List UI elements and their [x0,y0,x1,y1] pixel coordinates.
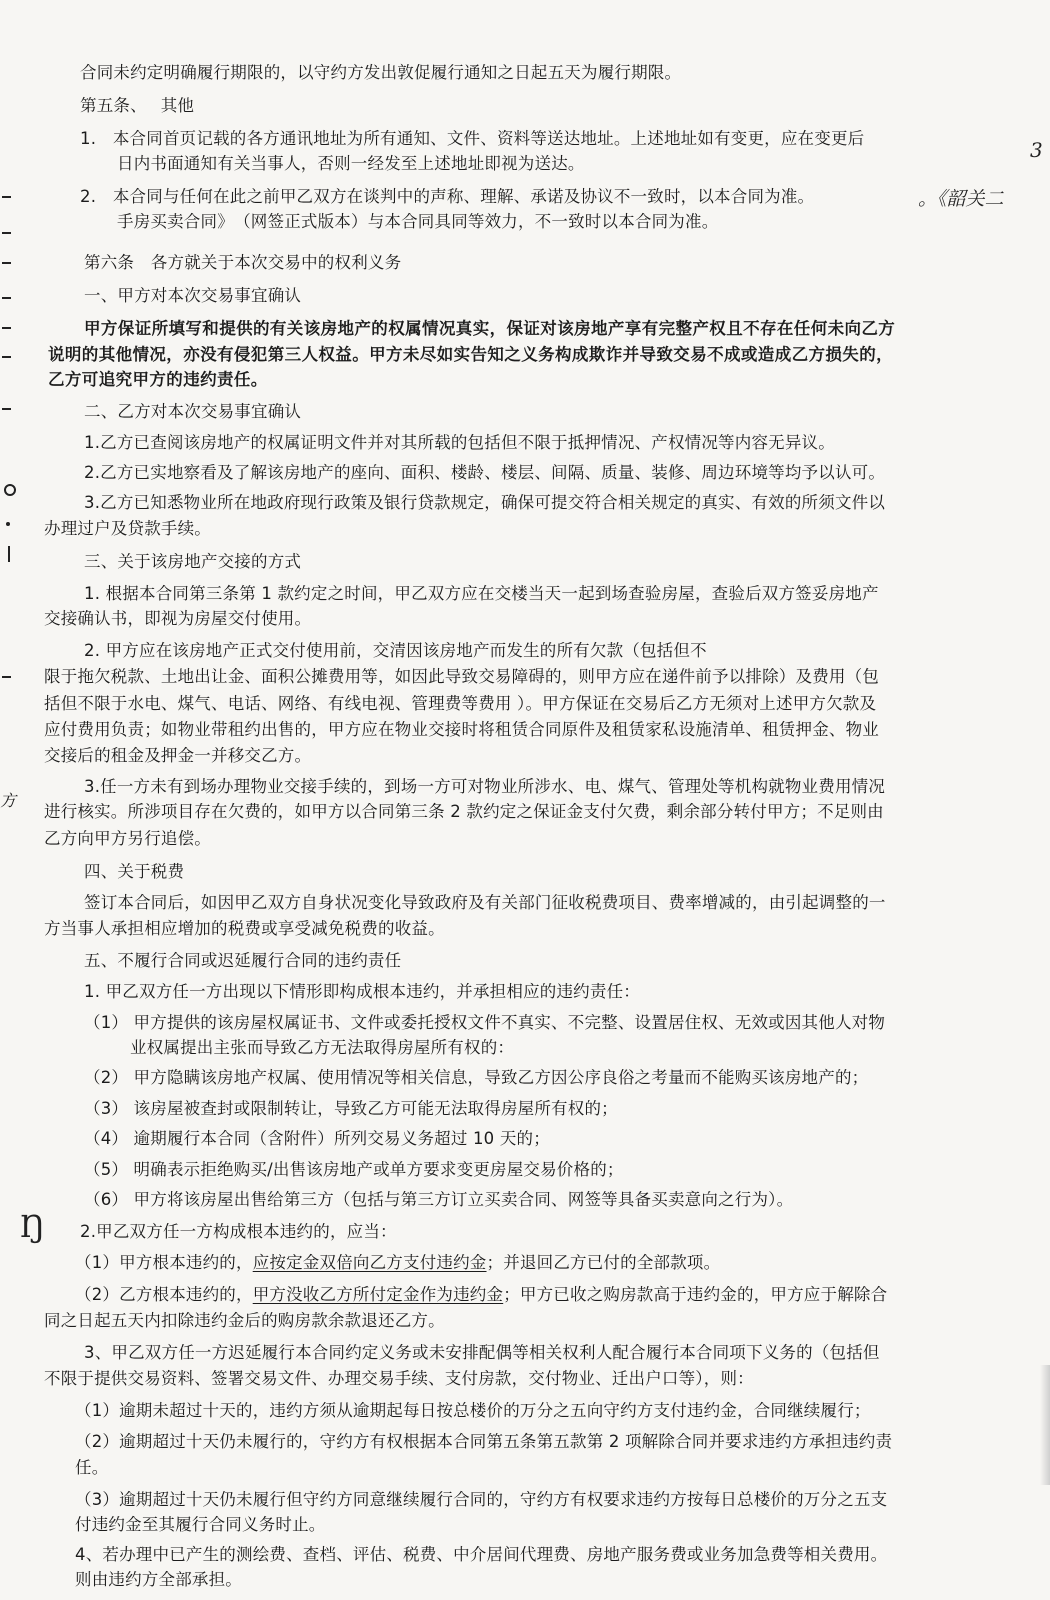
text-line: 交接确认书，即视为房屋交付使用。 [44,609,312,628]
handwritten-initials: Ŋ [20,1210,46,1245]
margin-tick [2,232,11,234]
text-line: （3）逾期超过十天仍未履行但守约方同意继续履行合同的，守约方有权要求违约方按每日总楼价的万分之五支 [75,1490,888,1509]
text-line: 括但不限于水电、煤气、电话、网络、有线电视、管理费等费用 ）。甲方保证在交易后乙方无须对上述甲方欠款及 [44,694,877,713]
article-5-heading: 第五条、 其他 [80,96,195,115]
text-segment: ；甲方已收之购房款高于违约金的，甲方应于解除合 [503,1285,888,1304]
margin-dot [6,522,10,526]
margin-tick [2,196,11,198]
text-line: （4） 逾期履行本合同（含附件）所列交易义务超过 10 天的； [84,1129,550,1148]
text-line: 2. 甲方应在该房地产正式交付使用前，交清因该房地产而发生的所有欠款（包括但不 [84,641,707,660]
text-segment: （2）乙方根本违约的， [75,1285,253,1304]
margin-tick [2,297,11,299]
text-line: 交接后的租金及押金一并移交乙方。 [44,746,312,765]
text-line: （2） 甲方隐瞒该房地产权属、使用情况等相关信息，导致乙方因公序良俗之考量而不能购买该房地产的； [84,1068,869,1087]
text-line: 办理过户及贷款手续。 [44,519,211,538]
text-line: （1）逾期未超过十天的，违约方须从逾期起每日按总楼价的万分之五向守约方支付违约金，合同继续履行； [75,1401,871,1420]
text-line: （5） 明确表示拒绝购买/出售该房地产或单方要求变更房屋交易价格的； [84,1160,624,1179]
text-line: （6） 甲方将该房屋出售给第三方（包括与第三方订立买卖合同、网签等具备买卖意向之行为）。 [84,1190,794,1209]
text-line: 1. 根据本合同第三条第 1 款约定之时间，甲乙双方应在交楼当天一起到场查验房屋，查验后双方签妥房地产 [84,584,879,603]
text-line: 2.乙方已实地察看及了解该房地产的座向、面积、楼龄、楼层、间隔、质量、装修、周边环境等均予以认可。 [84,463,886,482]
text-line: 3.乙方已知悉物业所在地政府现行政策及银行贷款规定，确保可提交符合相关规定的真实、有效的所须文件以 [84,493,886,512]
page-edge-shadow [1040,1365,1050,1485]
text-line: 方当事人承担相应增加的税费或享受减免税费的收益。 [44,919,445,938]
text-line: 3、甲乙双方任一方迟延履行本合同约定义务或未安排配偶等相关权利人配合履行本合同项下义务的（包括但 [84,1343,880,1362]
text-line: 4、若办理中已产生的测绘费、查档、评估、税费、中介居间代理费、房地产服务费或业务加急费等相关费用。 [75,1545,888,1564]
text-line: 任。 [75,1458,109,1477]
margin-dot [4,484,16,496]
text-line: 2.甲乙双方任一方构成根本违约的，应当： [80,1222,397,1241]
text-line: 应付费用负责；如物业带租约出售的，甲方应在物业交接时将租赁合同原件及租赁家私设施清单、租赁押金、物业 [44,720,879,739]
text-line: 手房买卖合同》 （网签正式版本）与本合同具同等效力，不一致时以本合同为准。 [117,212,719,231]
section-heading: 二、乙方对本次交易事宜确认 [84,402,302,421]
text-line: （3） 该房屋被查封或限制转让，导致乙方可能无法取得房屋所有权的； [84,1099,618,1118]
margin-tick [2,676,11,678]
article-6-heading: 第六条 各方就关于本次交易中的权利义务 [84,253,402,272]
section-heading: 五、不履行合同或迟延履行合同的违约责任 [84,951,402,970]
text-line: 同之日起五天内扣除违约金后的购房款余款退还乙方。 [44,1311,445,1330]
handwritten-correction: 。《韶关二 [918,188,1004,210]
text-line: （1） 甲方提供的该房屋权属证书、文件或委托授权文件不真实、不完整、设置居住权、无效或因其他人对物 [84,1013,886,1032]
text-segment: （1）甲方根本违约的， [75,1253,253,1272]
text-line: 签订本合同后，如因甲乙双方自身状况变化导致政府及有关部门征收税费项目、费率增减的，由引起调整的一 [84,893,886,912]
bold-text-line: 甲方保证所填写和提供的有关该房地产的权属情况真实，保证对该房地产享有完整产权且不存在任何未向乙方 [84,319,896,338]
text-line: 不限于提供交易资料、签署交易文件、办理交易手续、支付房款，交付物业、迁出户口等），则： [44,1369,754,1388]
margin-tick [2,408,11,410]
section-heading: 一、甲方对本次交易事宜确认 [84,286,302,305]
text-line: （2）逾期超过十天仍未履行的，守约方有权根据本合同第五条第五款第 2 项解除合同并要求违约方承担违约责 [75,1432,893,1451]
underlined-text: 应按定金双倍向乙方支付违约金 [252,1253,487,1272]
text-line: 3.任一方未有到场办理物业交接手续的，到场一方可对物业所涉水、电、煤气、管理处等机构就物业费用情况 [84,777,886,796]
section-heading: 三、关于该房地产交接的方式 [84,552,302,571]
margin-tick [2,262,11,264]
text-line [75,1252,720,1274]
margin-tick [2,356,11,358]
text-line [75,1284,887,1306]
text-line: 乙方向甲方另行追偿。 [44,829,211,848]
text-line: 付违约金至其履行合同义务时止。 [75,1515,326,1534]
text-line: 进行核实。所涉项目存在欠费的，如甲方以合同第三条 2 款约定之保证金支付欠费，剩余部分转付甲方；不足则由 [44,802,884,821]
margin-digit: 3 [1030,138,1043,162]
margin-tick [8,546,10,562]
text-line: 日内书面通知有关当事人，否则一经发至上述地址即视为送达。 [117,154,585,173]
margin-tick [2,327,11,329]
bold-text-line: 说明的其他情况，亦没有侵犯第三人权益。甲方未尽如实告知之义务构成欺诈并导致交易不成或造成乙方损失的， [48,345,893,364]
text-line: 则由违约方全部承担。 [75,1570,242,1589]
text-line: 1.乙方已查阅该房地产的权属证明文件并对其所载的包括但不限于抵押情况、产权情况等内容无异议。 [84,433,835,452]
text-line: 限于拖欠税款、土地出让金、面积公摊费用等，如因此导致交易障碍的，则甲方应在递件前予以排除）及费用（包 [44,667,879,686]
text-segment: ；并退回乙方已付的全部款项。 [486,1253,721,1272]
text-line: 1. 甲乙双方任一方出现以下情形即构成根本违约，并承担相应的违约责任： [84,982,640,1001]
text-line: 合同未约定明确履行期限的，以守约方发出敦促履行通知之日起五天为履行期限。 [80,63,682,82]
text-line: 2. 本合同与任何在此之前甲乙双方在谈判中的声称、理解、承诺及协议不一致时，以本合同为准。 [80,187,815,206]
text-line: 业权属提出主张而导致乙方无法取得房屋所有权的： [130,1038,515,1057]
section-heading: 四、关于税费 [84,862,185,881]
margin-glyph: 方 [0,791,17,810]
bold-text-line: 乙方可追究甲方的违约责任。 [48,370,268,389]
underlined-text: 甲方没收乙方所付定金作为违约金 [252,1285,504,1304]
text-line: 1. 本合同首页记载的各方通讯地址为所有通知、文件、资料等送达地址。上述地址如有变更，应在变更后 [80,129,865,148]
